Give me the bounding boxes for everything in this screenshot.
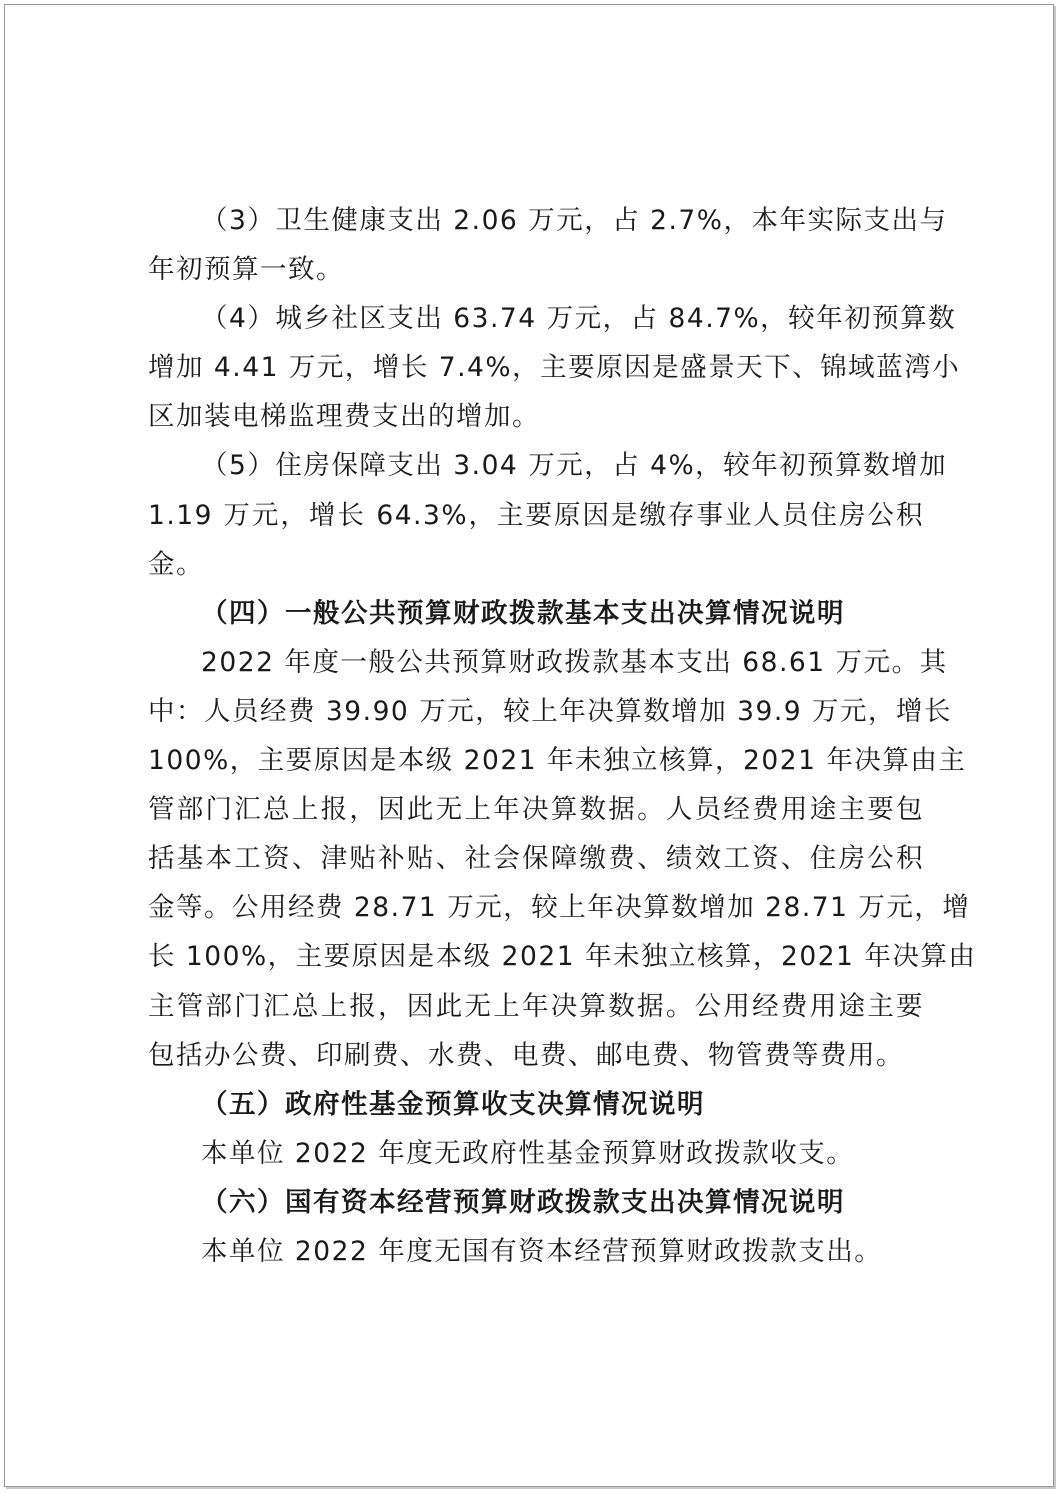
text-line: 本单位 2022 年度无政府性基金预算财政拨款收支。 xyxy=(201,1137,855,1169)
text-line: 括基本工资、津贴补贴、社会保障缴费、绩效工资、住房公积 xyxy=(148,843,924,875)
body-paragraph xyxy=(148,294,961,441)
text-line: （五）政府性基金预算收支决算情况说明 xyxy=(201,1088,705,1120)
text-line: 中：人员经费 39.90 万元，较上年决算数增加 39.9 万元，增长 xyxy=(148,695,953,727)
text-line: 长 100%，主要原因是本级 2021 年未独立核算，2021 年决算由 xyxy=(148,941,977,973)
text-line: （六）国有资本经营预算财政拨款支出决算情况说明 xyxy=(201,1186,845,1218)
document-body xyxy=(148,196,977,1276)
text-line: （3）卫生健康支出 2.06 万元，占 2.7%，本年实际支出与 xyxy=(201,205,948,236)
body-paragraph xyxy=(148,638,977,1080)
body-paragraph xyxy=(148,1227,924,1276)
text-line: （四）一般公共预算财政拨款基本支出决算情况说明 xyxy=(201,597,845,629)
text-line: 100%，主要原因是本级 2021 年未独立核算，2021 年决算由主 xyxy=(148,745,967,777)
text-line: 金等。公用经费 28.71 万元，较上年决算数增加 28.71 万元，增 xyxy=(148,892,971,924)
body-paragraph xyxy=(148,196,948,294)
text-line: （5）住房保障支出 3.04 万元，占 4%，较年初预算数增加 xyxy=(201,450,948,482)
text-line: 增加 4.41 万元，增长 7.4%，主要原因是盛景天下、锦域蓝湾小 xyxy=(148,352,961,384)
text-line: 1.19 万元，增长 64.3%，主要原因是缴存事业人员住房公积 xyxy=(148,499,924,531)
text-line: 金。 xyxy=(148,548,204,580)
body-paragraph xyxy=(148,1129,924,1178)
text-line: 区加装电梯监理费支出的增加。 xyxy=(148,401,540,433)
text-line: 2022 年度一般公共预算财政拨款基本支出 68.61 万元。其 xyxy=(201,646,948,678)
text-line: 本单位 2022 年度无国有资本经营预算财政拨款支出。 xyxy=(201,1235,883,1267)
text-line: 包括办公费、印刷费、水费、电费、邮电费、物管费等费用。 xyxy=(148,1039,904,1071)
text-line: 年初预算一致。 xyxy=(148,254,344,286)
section-heading xyxy=(148,1178,924,1227)
text-line: 管部门汇总上报，因此无上年决算数据。人员经费用途主要包 xyxy=(148,794,924,826)
text-line: （4）城乡社区支出 63.74 万元，占 84.7%，较年初预算数 xyxy=(201,303,957,335)
text-line: 主管部门汇总上报，因此无上年决算数据。公用经费用途主要 xyxy=(148,990,924,1022)
body-paragraph xyxy=(148,441,948,588)
section-heading xyxy=(148,589,924,638)
section-heading xyxy=(148,1080,924,1129)
